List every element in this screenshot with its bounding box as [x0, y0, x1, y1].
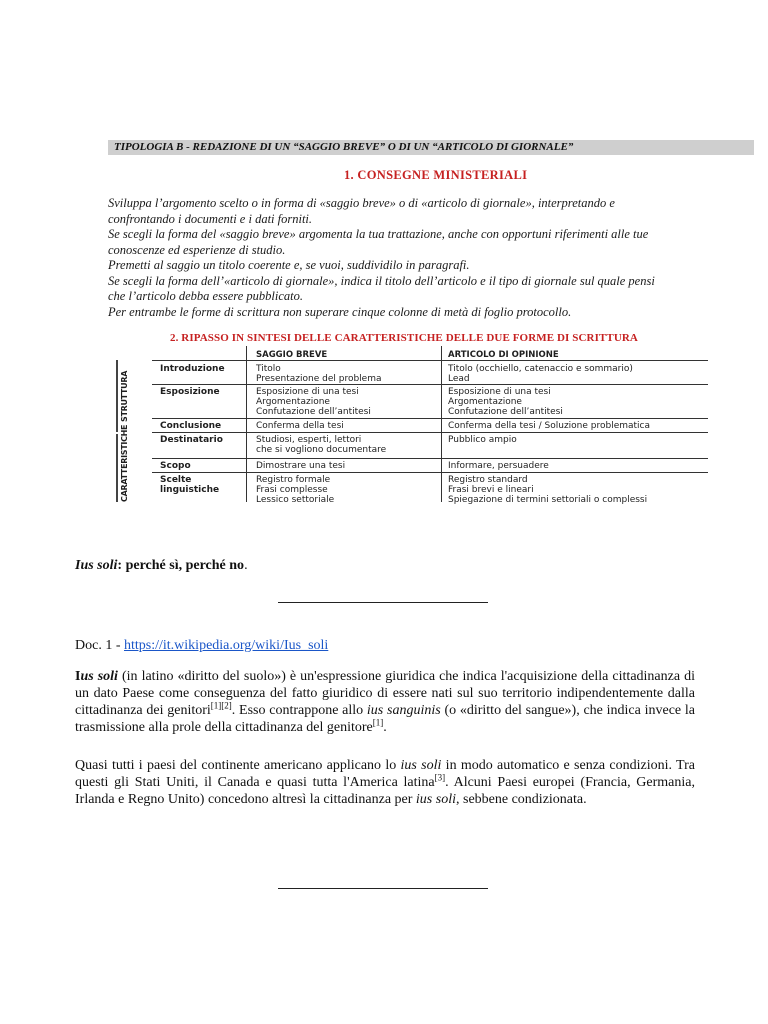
- table-rule: [152, 418, 708, 419]
- group-label-struttura: STRUTTURA: [120, 370, 129, 422]
- instruction-line: Premetti al saggio un titolo coerente e, se vuoi, suddividilo in paragrafi.: [108, 258, 470, 272]
- instruction-line: confrontando i documenti e i dati forniti.: [108, 211, 313, 226]
- instruction-line: Se scegli la forma dell’«articolo di giornale», indica il titolo dell’articolo e il tipo di giornale sul quale pensi: [108, 273, 655, 288]
- wikipedia-link[interactable]: https://it.wikipedia.org/wiki/Ius_soli: [124, 638, 329, 653]
- cell-articolo: Registro standard Frasi brevi e lineari Spiegazione di termini settoriali o complessi: [448, 475, 648, 505]
- p2-text: Quasi tutti i paesi del continente americano applicano lo: [75, 758, 401, 773]
- table-rule: [152, 384, 708, 385]
- p1-ius-soli: us soli: [80, 669, 118, 684]
- p1-text: (o «diritto del sangue»), che indica invece la trasmissione alla prole della cittadinanza del genitore: [75, 703, 695, 735]
- p2-ius-soli: ius soli: [400, 758, 442, 773]
- cell-saggio: Esposizione di una tesi Argomentazione Confutazione dell’antitesi: [256, 387, 371, 417]
- separator-line: [278, 888, 488, 889]
- page-title: [75, 558, 248, 574]
- p1-text: (in latino «diritto del suolo») è un'espressione giuridica che indica l'acquisizione della cittadinanza di un dato Paese come conseguenza del fatto giuridico di essere nati sul suo territorio indipendentemente dalla cittadinanza dei genitori: [75, 669, 695, 718]
- instruction-line: Per entrambe le forme di scrittura non superare cinque colonne di metà di foglio protocollo.: [108, 304, 572, 319]
- cell-articolo: Titolo (occhiello, catenaccio e sommario) Lead: [448, 364, 633, 384]
- doc-ref-prefix: Doc. 1 -: [75, 638, 124, 653]
- title-ius-soli: Ius soli: [75, 558, 118, 573]
- instruction-line: che l’articolo debba essere pubblicato.: [108, 289, 303, 303]
- instruction-line: Se scegli la forma del «saggio breve» argomenta la tua trattazione, anche con opportuni riferimenti alle tue: [108, 227, 649, 241]
- row-label: Destinatario: [160, 435, 223, 445]
- doc-reference: [75, 638, 328, 654]
- citation[interactable]: [1][2]: [210, 700, 232, 711]
- p1-text: .: [383, 720, 387, 735]
- section-2-heading: 2. RIPASSO IN SINTESI DELLE CARATTERISTICHE DELLE DUE FORME DI SCRITTURA: [170, 332, 638, 344]
- p1-text: . Esso contrappone allo: [231, 703, 367, 718]
- row-label: Esposizione: [160, 387, 220, 397]
- cell-articolo: Esposizione di una tesi Argomentazione Confutazione dell’antitesi: [448, 387, 563, 417]
- separator-line: [278, 602, 488, 603]
- cell-saggio: Registro formale Frasi complesse Lessico settoriale: [256, 475, 335, 505]
- p1-lead: I: [75, 669, 81, 684]
- instructions-block: [108, 196, 748, 320]
- group-label-caratteristiche: CARATTERISTICHE: [120, 424, 129, 502]
- col-header-articolo: ARTICOLO DI OPINIONE: [448, 350, 559, 360]
- comparison-table: [116, 346, 708, 504]
- cell-saggio: Studiosi, esperti, lettori che si vogliono documentare: [256, 435, 387, 455]
- p2-text: in modo automatico e senza condizioni. Tra questi gli Stati Uniti, il Canada e quasi tutta l'America latina: [75, 758, 695, 790]
- paragraph-2: [75, 757, 695, 808]
- row-label: Conclusione: [160, 421, 222, 431]
- cell-saggio: Conferma della tesi: [256, 421, 344, 431]
- citation[interactable]: [3]: [434, 772, 446, 783]
- col-header-saggio: SAGGIO BREVE: [256, 350, 328, 360]
- cell-articolo: Informare, persuadere: [448, 461, 549, 471]
- scanned-header: [108, 140, 754, 510]
- row-label: Scelte linguistiche: [160, 475, 220, 495]
- instruction-line: conoscenze ed esperienze di studio.: [108, 242, 286, 257]
- row-label: Introduzione: [160, 364, 225, 374]
- cell-articolo: Pubblico ampio: [448, 435, 517, 445]
- cell-saggio: Dimostrare una tesi: [256, 461, 346, 471]
- cell-saggio: Titolo Presentazione del problema: [256, 364, 382, 384]
- table-rule: [152, 360, 708, 361]
- table-rule: [152, 458, 708, 459]
- row-label: Scopo: [160, 461, 191, 471]
- tipologia-heading: TIPOLOGIA B - REDAZIONE DI UN “SAGGIO BREVE” O DI UN “ARTICOLO DI GIORNALE”: [108, 140, 754, 155]
- paragraph-1: [75, 668, 695, 736]
- cell-articolo: Conferma della tesi / Soluzione problematica: [448, 421, 651, 431]
- citation[interactable]: [1]: [372, 717, 384, 728]
- title-end: .: [244, 558, 248, 573]
- title-rest: : perché sì, perché no: [117, 558, 245, 573]
- group-bar: [116, 434, 118, 502]
- instruction-line: Sviluppa l’argomento scelto o in forma di «saggio breve» o di «articolo di giornale», interpretando e: [108, 196, 615, 210]
- group-bar: [116, 360, 118, 432]
- section-1-heading: 1. CONSEGNE MINISTERIALI: [344, 168, 528, 182]
- table-rule: [441, 346, 442, 502]
- table-rule: [152, 432, 708, 433]
- p2-ius-soli: ius soli: [415, 792, 456, 807]
- p1-ius-sanguinis: ius sanguinis: [366, 703, 441, 718]
- p2-text: . Alcuni Paesi europei (Francia, Germania, Irlanda e Regno Unito) concedono altresì la cittadinanza per: [75, 775, 695, 807]
- table-rule: [246, 346, 247, 502]
- p2-text: , sebbene condizionata.: [456, 792, 587, 807]
- table-rule: [152, 472, 708, 473]
